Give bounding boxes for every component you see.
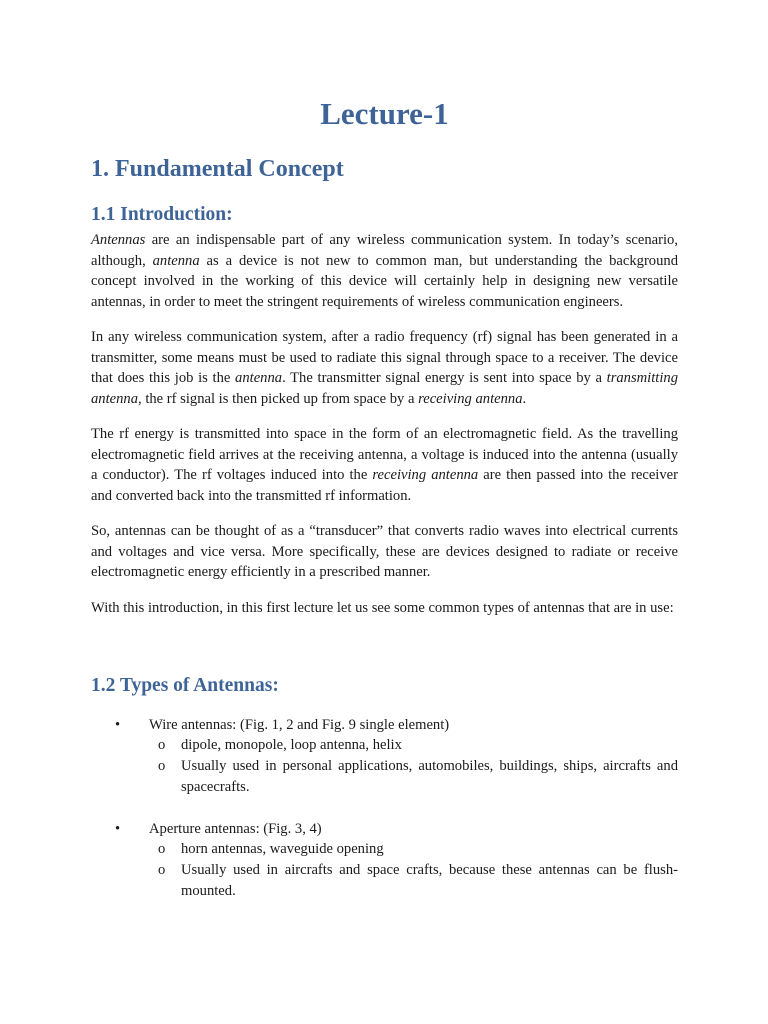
paragraph-text: The rf energy is transmitted into space in the form of an electromagnetic field. As the travelling electromagnetic field arrives at the receiving antenna, a voltage is induced into the antenna (usually a conductor). The rf voltages induced into the — [91, 426, 678, 483]
paragraph-text: are an indispensable part of any wireless communication system. In today’s scenario, although, — [91, 232, 678, 269]
emphasis-text: Antennas — [91, 232, 146, 248]
bullet-label: Aperture antennas: (Fig. 3, 4) — [149, 821, 322, 837]
paragraph-text: , the rf signal is then picked up from space by a — [138, 390, 419, 407]
paragraph-text: . — [522, 390, 527, 407]
intro-paragraph-1 — [91, 230, 678, 312]
paragraph-text: In any wireless communication system, after a radio frequency (rf) signal has been generated in a transmitter, some means must be used to radiate this signal through space to a receiver. The device that does this job is the — [91, 329, 678, 386]
intro-paragraph-4: So, antennas can be thought of as a “transducer” that converts radio waves into electrical currents and voltages and vice versa. More specifically, these are devices designed to radiate or receive electromagnetic energy efficiently in a prescribed manner. — [91, 523, 678, 580]
intro-heading: 1.1 Introduction: — [91, 204, 233, 225]
sub-bullet-text: Usually used in personal applications, automobiles, buildings, ships, aircrafts and spacecrafts. — [181, 758, 678, 795]
circle-bullet-icon: o — [158, 841, 166, 857]
bullet-dot-icon: • — [115, 717, 121, 733]
intro-paragraph-3 — [91, 424, 678, 506]
section-heading: 1. Fundamental Concept — [91, 156, 344, 182]
paragraph-text: as a device is not new to common man, but understanding the background concept involved in the working of this device will certainly help in designing new versatile antennas, in order to meet the stringent requirements of wireless communication engineers. — [91, 252, 678, 310]
paragraph-text: . The transmitter signal energy is sent into space by a — [282, 370, 607, 386]
circle-bullet-icon: o — [158, 862, 166, 878]
sub-bullet-text: dipole, monopole, loop antenna, helix — [181, 737, 402, 753]
circle-bullet-icon: o — [158, 758, 166, 774]
circle-bullet-icon: o — [158, 737, 166, 753]
emphasis-text: receiving antenna — [418, 390, 523, 407]
bullet-dot-icon: • — [115, 821, 121, 837]
bullet-label: Wire antennas: (Fig. 1, 2 and Fig. 9 single element) — [149, 717, 450, 733]
paragraph-text: are then passed into the receiver and converted back into the transmitted rf information. — [91, 467, 678, 504]
sub-bullet-text: horn antennas, waveguide opening — [181, 841, 384, 857]
emphasis-text: receiving antenna — [372, 467, 479, 483]
intro-paragraph-5: With this introduction, in this first lecture let us see some common types of antennas that are in use: — [91, 600, 674, 616]
emphasis-text: antenna — [235, 370, 283, 386]
emphasis-text: antenna — [152, 252, 200, 269]
emphasis-text: transmitting antenna — [91, 370, 678, 407]
types-heading: 1.2 Types of Antennas: — [91, 675, 279, 696]
intro-paragraph-2 — [91, 327, 678, 409]
page-title: Lecture-1 — [320, 96, 449, 131]
sub-bullet-text: Usually used in aircrafts and space crafts, because these antennas can be flush-mounted. — [181, 862, 678, 899]
